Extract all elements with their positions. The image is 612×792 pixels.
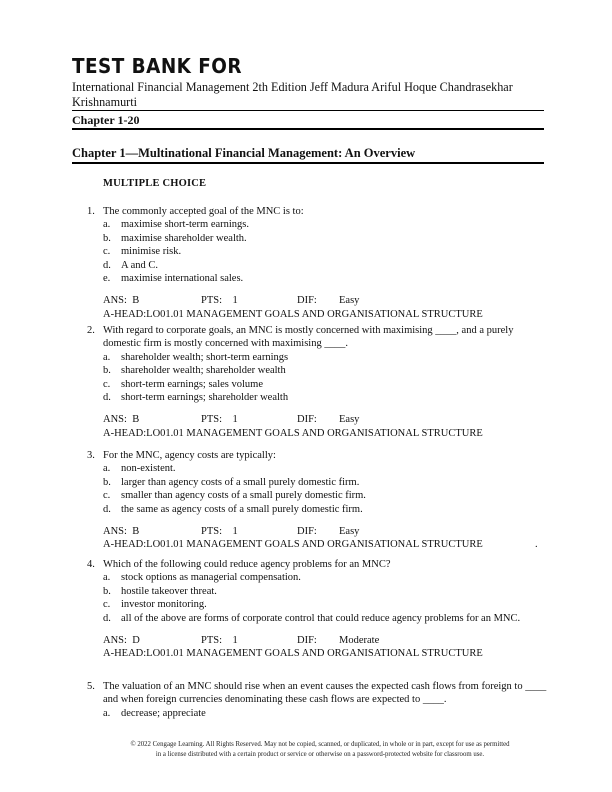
ans-value: B bbox=[132, 526, 140, 538]
ans-label: ANS: bbox=[103, 526, 127, 538]
pts-label: PTS: bbox=[201, 414, 223, 426]
option-b: b. maximise shareholder wealth. bbox=[103, 232, 247, 244]
ans-label: ANS: bbox=[103, 295, 127, 307]
option-c: c. smaller than agency costs of a small purely domestic firm. bbox=[103, 490, 366, 502]
answer-block bbox=[87, 294, 552, 321]
question-stem: With regard to corporate goals, an MNC is mostly concerned with maximising ____, and a purely domestic firm is mostly concerned with maximising ____. bbox=[103, 325, 514, 350]
option-d: d. the same as agency costs of a small purely domestic firm. bbox=[103, 503, 363, 515]
pts-label: PTS: bbox=[201, 635, 223, 647]
ans-label: ANS: bbox=[103, 414, 127, 426]
question-1 bbox=[87, 205, 552, 321]
dif-value: Moderate bbox=[339, 635, 380, 647]
option-a: a. decrease; appreciate bbox=[103, 707, 206, 719]
question-5 bbox=[87, 680, 552, 720]
section-heading: MULTIPLE CHOICE bbox=[103, 178, 207, 189]
trailing-mark: . bbox=[535, 539, 538, 551]
dif-value: Easy bbox=[339, 295, 360, 307]
question-stem: The commonly accepted goal of the MNC is to: bbox=[103, 206, 304, 217]
pts-value: 1 bbox=[232, 635, 238, 647]
option-a: a. shareholder wealth; short-term earnings bbox=[103, 351, 289, 363]
option-c: c. short-term earnings; sales volume bbox=[103, 378, 264, 390]
pts-label: PTS: bbox=[201, 295, 223, 307]
question-stem: Which of the following could reduce agency problems for an MNC? bbox=[103, 559, 391, 570]
option-b: b. larger than agency costs of a small purely domestic firm. bbox=[103, 476, 360, 488]
ans-value: B bbox=[132, 295, 140, 307]
option-a: a. maximise short-term earnings. bbox=[103, 219, 250, 231]
copyright-footer bbox=[80, 740, 560, 760]
question-stem: The valuation of an MNC should rise when an event causes the expected cash flows from foreign to ____ and when foreign currencies denominating these cash flows are expected to ____. bbox=[103, 681, 547, 706]
dif-label: DIF: bbox=[297, 526, 317, 538]
option-a: a. non-existent. bbox=[103, 463, 176, 475]
ans-label: ANS: bbox=[103, 635, 127, 647]
option-d: d. short-term earnings; shareholder wealth bbox=[103, 392, 289, 404]
a-head: A-HEAD:LO01.01 MANAGEMENT GOALS AND ORGANISATIONAL STRUCTURE bbox=[103, 539, 483, 551]
a-head: A-HEAD:LO01.01 MANAGEMENT GOALS AND ORGANISATIONAL STRUCTURE bbox=[103, 648, 483, 660]
question-number: 5. bbox=[87, 681, 95, 692]
dif-label: DIF: bbox=[297, 414, 317, 426]
option-b: b. shareholder wealth; shareholder wealth bbox=[103, 365, 286, 377]
question-number: 4. bbox=[87, 559, 95, 570]
answer-block bbox=[87, 634, 552, 661]
option-a: a. stock options as managerial compensation. bbox=[103, 572, 301, 584]
chapter-heading: Chapter 1—Multinational Financial Management: An Overview bbox=[72, 146, 416, 160]
question-number: 2. bbox=[87, 325, 95, 336]
answer-block bbox=[87, 413, 552, 440]
question-2 bbox=[87, 324, 552, 440]
pts-value: 1 bbox=[232, 526, 238, 538]
question-number: 1. bbox=[87, 206, 95, 217]
ans-value: D bbox=[132, 635, 140, 647]
chapter-range: Chapter 1-20 bbox=[72, 113, 140, 127]
test-bank-title: TEST BANK FOR bbox=[72, 54, 243, 78]
footer-line-1: © 2022 Cengage Learning. All Rights Reserved. May not be copied, scanned, or duplicated, in whole or in part, except for use as permitted bbox=[130, 741, 510, 748]
option-c: c. investor monitoring. bbox=[103, 599, 207, 611]
top-rule bbox=[72, 110, 544, 111]
question-3 bbox=[87, 449, 552, 552]
option-b: b. hostile takeover threat. bbox=[103, 585, 217, 597]
pts-label: PTS: bbox=[201, 526, 223, 538]
ans-value: B bbox=[132, 414, 140, 426]
pts-value: 1 bbox=[232, 295, 238, 307]
dif-label: DIF: bbox=[297, 295, 317, 307]
option-d: d. all of the above are forms of corporate control that could reduce agency problems for an MNC. bbox=[103, 612, 521, 624]
a-head: A-HEAD:LO01.01 MANAGEMENT GOALS AND ORGANISATIONAL STRUCTURE bbox=[103, 427, 483, 439]
option-e: e. maximise international sales. bbox=[103, 273, 244, 285]
dif-value: Easy bbox=[339, 526, 360, 538]
dif-value: Easy bbox=[339, 414, 360, 426]
book-subtitle: International Financial Management 2th Edition Jeff Madura Ariful Hoque Chandrasekhar Krishnamurti bbox=[72, 80, 513, 109]
footer-line-2: in a license distributed with a certain product or service or otherwise on a password-protected website for classroom use. bbox=[155, 751, 485, 758]
question-number: 3. bbox=[87, 450, 95, 461]
a-head: A-HEAD:LO01.01 MANAGEMENT GOALS AND ORGANISATIONAL STRUCTURE bbox=[103, 308, 483, 320]
chapter-heading-rule bbox=[72, 162, 544, 164]
question-4 bbox=[87, 558, 552, 661]
question-stem: For the MNC, agency costs are typically: bbox=[103, 450, 276, 461]
pts-value: 1 bbox=[232, 414, 238, 426]
option-c: c. minimise risk. bbox=[103, 246, 182, 258]
option-d: d. A and C. bbox=[103, 259, 159, 271]
answer-block bbox=[87, 525, 552, 552]
chapter-range-rule bbox=[72, 128, 544, 130]
dif-label: DIF: bbox=[297, 635, 317, 647]
